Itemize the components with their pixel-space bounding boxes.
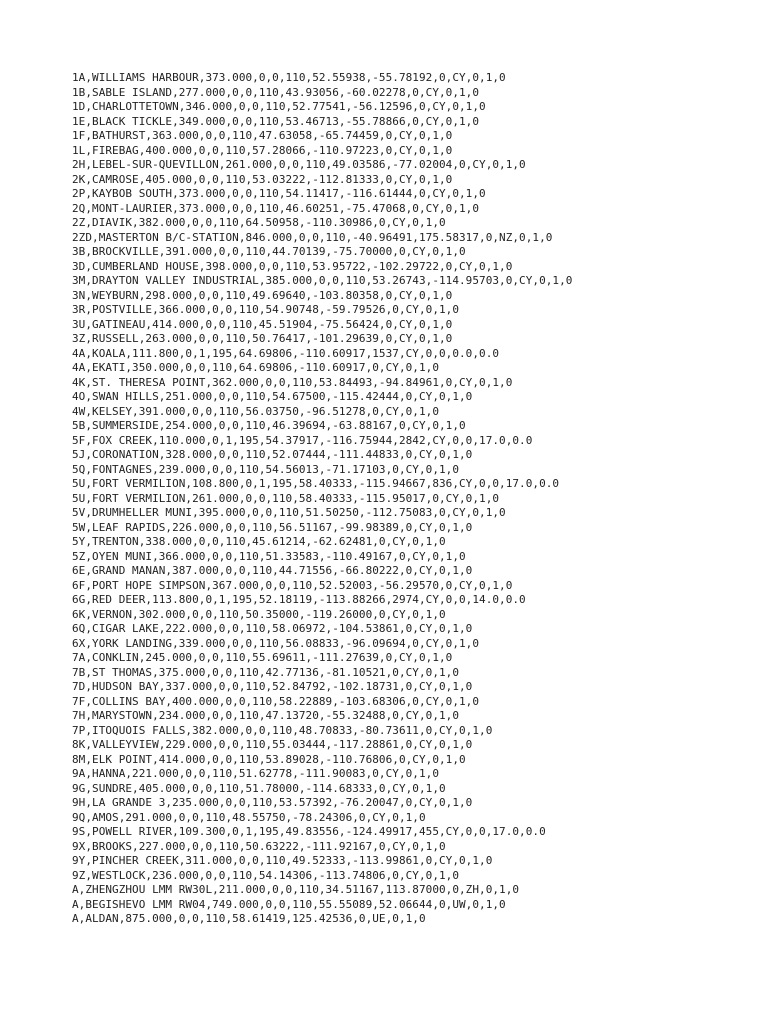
record-line: 5F,FOX CREEK,110.000,0,1,195,54.37917,-116.75944,2842,CY,0,0,17.0,0.0 <box>72 433 533 447</box>
record-line: 6K,VERNON,302.000,0,0,110,50.35000,-119.26000,0,CY,0,1,0 <box>72 607 446 621</box>
record-line: 7H,MARYSTOWN,234.000,0,0,110,47.13720,-55.32488,0,CY,0,1,0 <box>72 709 460 722</box>
record-line: 6E,GRAND MANAN,387.000,0,0,110,44.71556,-66.80222,0,CY,0,1,0 <box>72 564 473 577</box>
record-line: 7B,ST THOMAS,375.000,0,0,110,42.77136,-81.10521,0,CY,0,1,0 <box>72 665 460 679</box>
record-line: 9X,BROOKS,227.000,0,0,110,50.63222,-111.92167,0,CY,0,1,0 <box>72 839 446 853</box>
record-line: 7A,CONKLIN,245.000,0,0,110,55.69611,-111.27639,0,CY,0,1,0 <box>72 651 453 664</box>
record-line: 1E,BLACK TICKLE,349.000,0,0,110,53.46713,-55.78866,0,CY,0,1,0 <box>72 114 480 128</box>
record-line: 4A,EKATI,350.000,0,0,110,64.69806,-110.60917,0,CY,0,1,0 <box>72 361 439 374</box>
record-line: 9A,HANNA,221.000,0,0,110,51.62778,-111.90083,0,CY,0,1,0 <box>72 767 439 780</box>
record-line: 2Z,DIAVIK,382.000,0,0,110,64.50958,-110.30986,0,CY,0,1,0 <box>72 216 446 229</box>
record-line: 4K,ST. THERESA POINT,362.000,0,0,110,53.84493,-94.84961,0,CY,0,1,0 <box>72 375 513 389</box>
record-line: A,BEGISHEVO LMM RW04,749.000,0,0,110,55.55089,52.06644,0,UW,0,1,0 <box>72 897 506 911</box>
record-line: 3M,DRAYTON VALLEY INDUSTRIAL,385.000,0,0,110,53.26743,-114.95703,0,CY,0,1,0 <box>72 274 573 287</box>
record-line: 6Q,CIGAR LAKE,222.000,0,0,110,58.06972,-104.53861,0,CY,0,1,0 <box>72 622 473 635</box>
record-line: 5V,DRUMHELLER MUNI,395.000,0,0,110,51.50250,-112.75083,0,CY,0,1,0 <box>72 506 506 519</box>
record-line: 1B,SABLE ISLAND,277.000,0,0,110,43.93056,-60.02278,0,CY,0,1,0 <box>72 85 480 99</box>
record-line: 7D,HUDSON BAY,337.000,0,0,110,52.84792,-102.18731,0,CY,0,1,0 <box>72 680 473 693</box>
record-line: 6X,YORK LANDING,339.000,0,0,110,56.08833,-96.09694,0,CY,0,1,0 <box>72 636 480 650</box>
record-line: 5Q,FONTAGNES,239.000,0,0,110,54.56013,-71.17103,0,CY,0,1,0 <box>72 462 460 476</box>
record-line: 4A,KOALA,111.800,0,1,195,64.69806,-110.60917,1537,CY,0,0,0.0,0.0 <box>72 346 500 360</box>
record-line: 4W,KELSEY,391.000,0,0,110,56.03750,-96.51278,0,CY,0,1,0 <box>72 404 439 418</box>
record-line: 8M,ELK POINT,414.000,0,0,110,53.89028,-110.76806,0,CY,0,1,0 <box>72 752 466 766</box>
record-line: 7F,COLLINS BAY,400.000,0,0,110,58.22889,-103.68306,0,CY,0,1,0 <box>72 694 480 708</box>
record-line: A,ZHENGZHOU LMM RW30L,211.000,0,0,110,34.51167,113.87000,0,ZH,0,1,0 <box>72 883 520 896</box>
record-line: 1L,FIREBAG,400.000,0,0,110,57.28066,-110.97223,0,CY,0,1,0 <box>72 143 453 157</box>
record-line: 9G,SUNDRE,405.000,0,0,110,51.78000,-114.68333,0,CY,0,1,0 <box>72 781 446 795</box>
record-line: 8K,VALLEYVIEW,229.000,0,0,110,55.03444,-117.28861,0,CY,0,1,0 <box>72 738 473 751</box>
record-line: 5B,SUMMERSIDE,254.000,0,0,110,46.39694,-63.88167,0,CY,0,1,0 <box>72 419 466 432</box>
record-line: 3Z,RUSSELL,263.000,0,0,110,50.76417,-101.29639,0,CY,0,1,0 <box>72 332 453 345</box>
record-line: 9S,POWELL RIVER,109.300,0,1,195,49.83556,-124.49917,455,CY,0,0,17.0,0.0 <box>72 825 546 838</box>
record-line: 5U,FORT VERMILION,261.000,0,0,110,58.40333,-115.95017,0,CY,0,1,0 <box>72 491 500 505</box>
record-line: 5W,LEAF RAPIDS,226.000,0,0,110,56.51167,-99.98389,0,CY,0,1,0 <box>72 520 473 534</box>
record-line: 1D,CHARLOTTETOWN,346.000,0,0,110,52.77541,-56.12596,0,CY,0,1,0 <box>72 100 486 113</box>
record-line: 3D,CUMBERLAND HOUSE,398.000,0,0,110,53.95722,-102.29722,0,CY,0,1,0 <box>72 259 513 273</box>
record-line: 5J,CORONATION,328.000,0,0,110,52.07444,-111.44833,0,CY,0,1,0 <box>72 448 473 461</box>
record-line: 2P,KAYBOB SOUTH,373.000,0,0,110,54.11417,-116.61444,0,CY,0,1,0 <box>72 187 486 200</box>
record-line: 9Q,AMOS,291.000,0,0,110,48.55750,-78.24306,0,CY,0,1,0 <box>72 810 426 824</box>
record-line: 2K,CAMROSE,405.000,0,0,110,53.03222,-112.81333,0,CY,0,1,0 <box>72 172 453 186</box>
record-line: 6G,RED DEER,113.800,0,1,195,52.18119,-113.88266,2974,CY,0,0,14.0,0.0 <box>72 593 526 606</box>
record-line: 9H,LA GRANDE 3,235.000,0,0,110,53.57392,-76.20047,0,CY,0,1,0 <box>72 796 473 809</box>
record-line: 5Z,OYEN MUNI,366.000,0,0,110,51.33583,-110.49167,0,CY,0,1,0 <box>72 549 466 563</box>
record-line: 5Y,TRENTON,338.000,0,0,110,45.61214,-62.62481,0,CY,0,1,0 <box>72 535 446 548</box>
record-line: A,ALDAN,875.000,0,0,110,58.61419,125.42536,0,UE,0,1,0 <box>72 912 426 925</box>
record-line: 3B,BROCKVILLE,391.000,0,0,110,44.70139,-75.70000,0,CY,0,1,0 <box>72 245 466 258</box>
record-line: 5U,FORT VERMILION,108.800,0,1,195,58.40333,-115.94667,836,CY,0,0,17.0,0.0 <box>72 477 560 490</box>
record-line: 2Q,MONT-LAURIER,373.000,0,0,110,46.60251,-75.47068,0,CY,0,1,0 <box>72 201 480 215</box>
record-line: 9Z,WESTLOCK,236.000,0,0,110,54.14306,-113.74806,0,CY,0,1,0 <box>72 868 460 882</box>
record-line: 9Y,PINCHER CREEK,311.000,0,0,110,49.52333,-113.99861,0,CY,0,1,0 <box>72 854 493 867</box>
record-line: 2H,LEBEL-SUR-QUEVILLON,261.000,0,0,110,49.03586,-77.02004,0,CY,0,1,0 <box>72 158 526 171</box>
record-line: 3N,WEYBURN,298.000,0,0,110,49.69640,-103.80358,0,CY,0,1,0 <box>72 288 453 302</box>
record-line: 1A,WILLIAMS HARBOUR,373.000,0,0,110,52.55938,-55.78192,0,CY,0,1,0 <box>72 71 506 84</box>
record-line: 3R,POSTVILLE,366.000,0,0,110,54.90748,-59.79526,0,CY,0,1,0 <box>72 303 460 316</box>
record-line: 1F,BATHURST,363.000,0,0,110,47.63058,-65.74459,0,CY,0,1,0 <box>72 129 453 142</box>
record-line: 3U,GATINEAU,414.000,0,0,110,45.51904,-75.56424,0,CY,0,1,0 <box>72 317 453 331</box>
navaid-record-list <box>72 71 752 927</box>
record-line: 6F,PORT HOPE SIMPSON,367.000,0,0,110,52.52003,-56.29570,0,CY,0,1,0 <box>72 578 513 592</box>
record-line: 4O,SWAN HILLS,251.000,0,0,110,54.67500,-115.42444,0,CY,0,1,0 <box>72 390 473 403</box>
record-line: 2ZD,MASTERTON B/C-STATION,846.000,0,0,110,-40.96491,175.58317,0,NZ,0,1,0 <box>72 230 553 244</box>
record-line: 7P,ITOQUOIS FALLS,382.000,0,0,110,48.70833,-80.73611,0,CY,0,1,0 <box>72 723 493 737</box>
